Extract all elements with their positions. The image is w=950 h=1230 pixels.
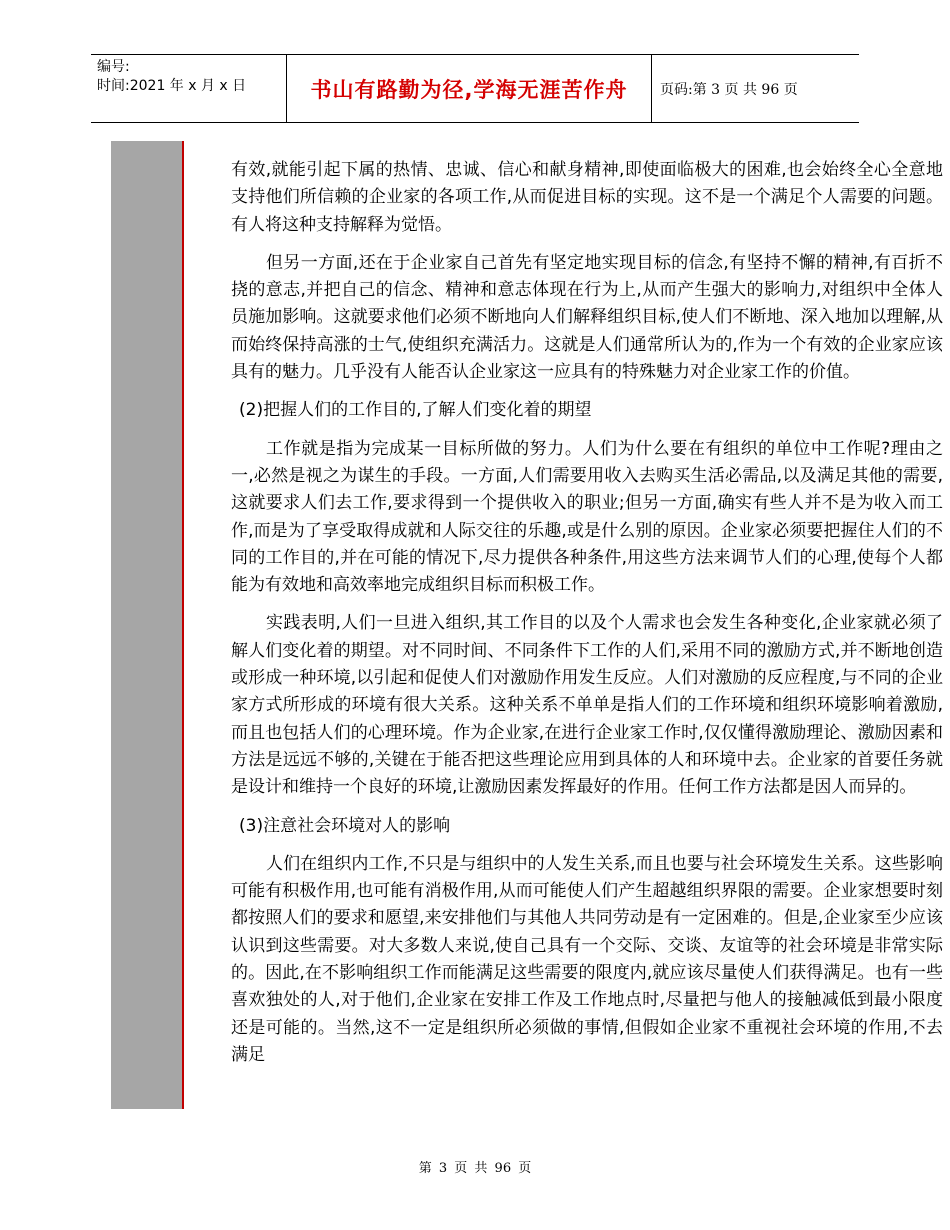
section-heading: (3)注意社会环境对人的影响: [239, 815, 451, 836]
page-header: [91, 54, 859, 123]
document-body: [231, 157, 943, 1080]
header-motto: 书山有路勤为径,学海无涯苦作舟: [310, 77, 628, 102]
body-paragraph: 有效,就能引起下属的热情、忠诚、信心和献身精神,即使面临极大的困难,也会始终全心全意地支持他们所信赖的企业家的各项工作,从而促进目标的实现。这不是一个满足个人需要的问题。有人将这种支持解释为觉悟。: [231, 160, 943, 235]
body-paragraph: 人们在组织内工作,不只是与组织中的人发生关系,而且也要与社会环境发生关系。这些影响可能有积极作用,也可能有消极作用,从而可能使人们产生超越组织界限的需要。企业家想要时刻都按照人们的要求和愿望,来安排他们与其他人共同劳动是有一定困难的。但是,企业家至少应该认识到这些需要。对大多数人来说,使自己具有一个交际、交谈、友谊等的社会环境是非常实际的。因此,在不影响组织工作而能满足这些需要的限度内,就应该尽量使人们获得满足。也有一些喜欢独处的人,对于他们,企业家在安排工作及工作地点时,尽量把与他人的接触减低到最小限度还是可能的。当然,这不一定是组织所必须做的事情,但假如企业家不重视社会环境的作用,不去满足: [231, 853, 943, 1065]
decorative-sidebar: [111, 141, 182, 1109]
body-paragraph: 实践表明,人们一旦进入组织,其工作目的以及个人需求也会发生各种变化,企业家就必须了解人们变化着的期望。对不同时间、不同条件下工作的人们,采用不同的激励方式,并不断地创造或形成一种环境,以引起和促使人们对激励作用发生反应。人们对激励的反应程度,与不同的企业家方式所形成的环境有很大关系。这种关系不单单是指人们的工作环境和组织环境影响着激励,而且也包括人们的心理环境。作为企业家,在进行企业家工作时,仅仅懂得激励理论、激励因素和方法是远远不够的,关键在于能否把这些理论应用到具体的人和环境中去。企业家的首要任务就是设计和维持一个良好的环境,让激励因素发挥最好的作用。任何工作方法都是因人而异的。: [231, 613, 943, 798]
page-footer: 第 3 页 共 96 页: [418, 1161, 532, 1176]
decorative-red-rule: [182, 141, 184, 1109]
body-paragraph: 但另一方面,还在于企业家自己首先有坚定地实现目标的信念,有坚持不懈的精神,有百折不挠的意志,并把自己的信念、精神和意志体现在行为上,从而产生强大的影响力,对组织中全体人员施加影响。这就要求他们必须不断地向人们解释组织目标,使人们不断地、深入地加以理解,从而始终保持高涨的士气,使组织充满活力。这就是人们通常所认为的,作为一个有效的企业家应该具有的魅力。几乎没有人能否认企业家这一应具有的特殊魅力对企业家工作的价值。: [231, 252, 943, 383]
header-page-info: 页码:第 3 页 共 96 页: [660, 81, 798, 98]
body-paragraph: 工作就是指为完成某一目标所做的努力。人们为什么要在有组织的单位中工作呢?理由之一,必然是视之为谋生的手段。一方面,人们需要用收入去购买生活必需品,以及满足其他的需要,这就要求人们去工作,要求得到一个提供收入的职业;但另一方面,确实有些人并不是为收入而工作,而是为了享受取得成就和人际交往的乐趣,或是什么别的原因。企业家必须要把握住人们的不同的工作目的,并在可能的情况下,尽力提供各种条件,用这些方法来调节人们的心理,使每个人都能为有效地和高效率地完成组织目标而积极工作。: [231, 438, 943, 596]
section-heading: (2)把握人们的工作目的,了解人们变化着的期望: [239, 400, 592, 421]
document-date: 时间:2021 年 x 月 x 日: [97, 78, 247, 94]
header-meta: [91, 55, 286, 122]
document-number-label: 编号:: [97, 59, 130, 75]
header-divider: [651, 55, 652, 122]
